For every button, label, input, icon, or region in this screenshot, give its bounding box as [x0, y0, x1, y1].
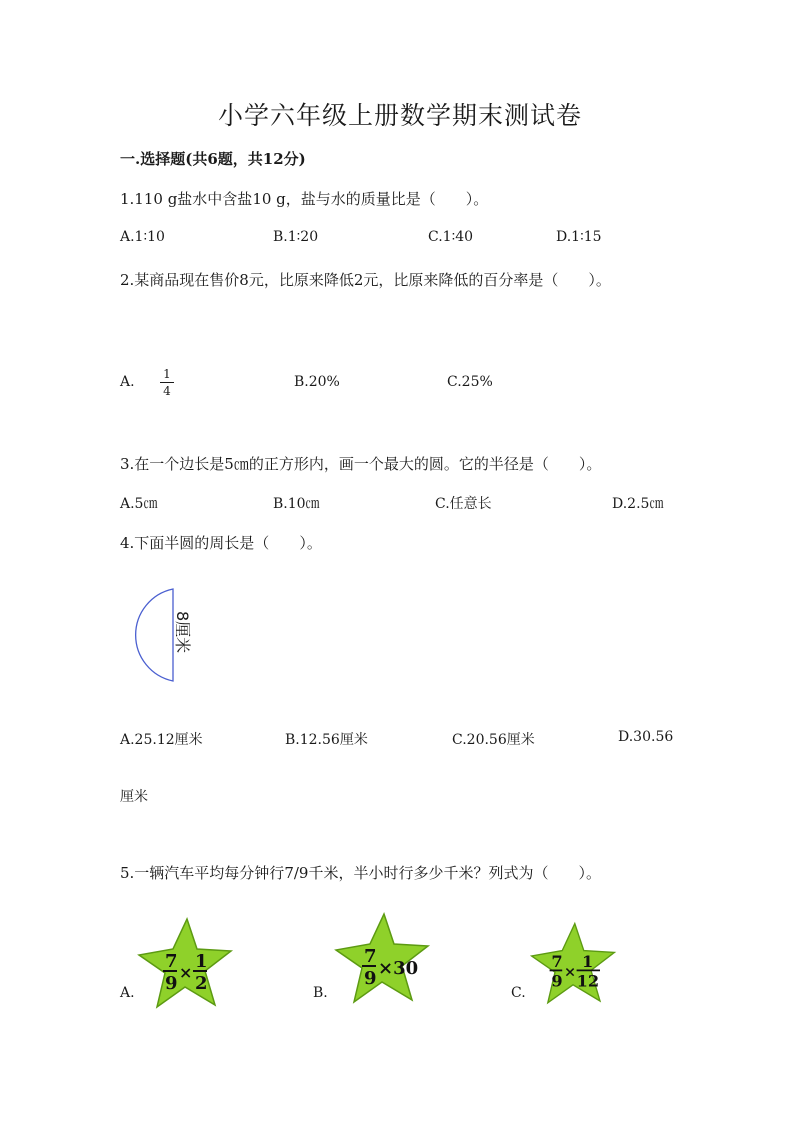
- fraction-bar: [160, 382, 174, 383]
- q3-option-a: A.5㎝: [120, 496, 158, 512]
- star-a-num1: 7: [165, 951, 178, 972]
- star-c-den1: 9: [551, 971, 563, 991]
- q4-option-d: D.30.56: [618, 729, 674, 745]
- q5-option-c-label: C.: [511, 985, 526, 1001]
- q2-option-c: C.25%: [447, 374, 493, 390]
- q5-option-b-star: [332, 910, 432, 1010]
- star-b-op: ×30: [378, 958, 419, 979]
- q1-option-c: C.1∶40: [428, 229, 474, 245]
- q5-option-a-star: [135, 915, 235, 1015]
- q5-option-c-star: [528, 920, 618, 1010]
- q2-option-b: B.20%: [294, 374, 340, 390]
- q5-option-a-label: A.: [120, 985, 135, 1001]
- q1-option-a: A.1∶10: [120, 229, 165, 245]
- question-3: 3.在一个边长是5㎝的正方形内，画一个最大的圆。它的半径是（ ）。: [120, 455, 602, 473]
- q2-option-a-fraction: [160, 368, 174, 397]
- q4-option-c: C.20.56厘米: [452, 732, 535, 748]
- semicircle-diameter-label: 8厘米: [173, 611, 192, 654]
- star-a-den1: 9: [165, 973, 178, 994]
- q4-option-a: A.25.12厘米: [120, 732, 203, 748]
- q2-option-a-label: A.: [120, 374, 135, 390]
- question-1: 1.110 g盐水中含盐10 g，盐与水的质量比是（ ）。: [120, 190, 489, 208]
- q1-option-b: B.1∶20: [273, 229, 319, 245]
- star-c-num2: 1: [582, 951, 594, 971]
- fraction-numerator: 1: [163, 367, 171, 381]
- q1-option-d: D.1∶15: [556, 229, 602, 245]
- fraction-denominator: 4: [163, 384, 171, 398]
- question-4: 4.下面半圆的周长是（ ）。: [120, 534, 322, 552]
- question-5: 5.一辆汽车平均每分钟行7/9千米，半小时行多少千米？列式为（ ）。: [120, 864, 601, 882]
- star-a-op: ×: [179, 963, 193, 982]
- q3-option-b: B.10㎝: [273, 496, 320, 512]
- question-2: 2.某商品现在售价8元，比原来降低2元，比原来降低的百分率是（ ）。: [120, 271, 611, 289]
- star-c-den2: 12: [576, 971, 600, 991]
- q3-option-c: C.任意长: [435, 496, 492, 512]
- q4-option-b: B.12.56厘米: [285, 732, 368, 748]
- star-a-num2: 1: [195, 951, 208, 972]
- section-heading: 一.选择题(共6题，共12分): [120, 150, 306, 168]
- page-title: 小学六年级上册数学期末测试卷: [217, 101, 582, 130]
- q3-option-d: D.2.5㎝: [612, 496, 664, 512]
- q5-option-b-label: B.: [313, 985, 328, 1001]
- star-b-num1: 7: [364, 946, 377, 967]
- q4-option-d-wrap: 厘米: [120, 789, 148, 805]
- star-b-den1: 9: [364, 968, 377, 989]
- semicircle-shape: [136, 589, 173, 681]
- star-a-den2: 2: [195, 973, 208, 994]
- star-c-num1: 7: [551, 951, 563, 971]
- star-c-op: ×: [564, 963, 577, 981]
